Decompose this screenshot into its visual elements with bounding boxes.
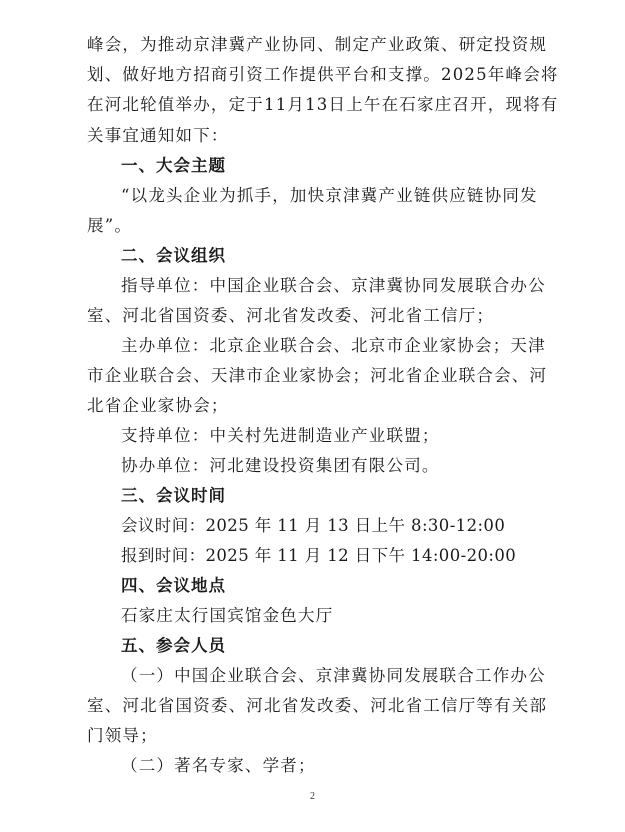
organization-line-1: 指导单位：中国企业联合会、京津冀协同发展联合办公 bbox=[121, 276, 546, 295]
organization-line-7: 协办单位：河北建设投资集团有限公司。 bbox=[121, 456, 440, 475]
page-number: 2 bbox=[310, 791, 315, 802]
intro-line-3: 在河北轮值举办，定于11月13日上午在石家庄召开，现将有 bbox=[87, 95, 559, 114]
participants-line-2: 室、河北省国资委、河北省发改委、河北省工信厅等有关部 bbox=[87, 696, 548, 715]
organization-line-6: 支持单位：中关村先进制造业产业联盟； bbox=[121, 426, 440, 445]
theme-line-1: “以龙头企业为抓手，加快京津冀产业链供应链协同发 bbox=[121, 186, 538, 205]
section-heading-time: 三、会议时间 bbox=[121, 486, 226, 505]
section-heading-theme: 一、大会主题 bbox=[121, 156, 226, 175]
intro-line-1: 峰会，为推动京津冀产业协同、制定产业政策、研定投资规 bbox=[87, 35, 548, 54]
venue-line: 石家庄太行国宾馆金色大厅 bbox=[121, 606, 334, 625]
organization-line-2: 室、河北省国资委、河北省发改委、河北省工信厅； bbox=[87, 306, 495, 325]
organization-line-4: 市企业联合会、天津市企业家协会；河北省企业联合会、河 bbox=[87, 366, 548, 385]
intro-line-2: 划、做好地方招商引资工作提供平台和支撑。2025年峰会将 bbox=[87, 65, 559, 84]
participants-line-3: 门领导； bbox=[87, 726, 158, 745]
meeting-time-line: 会议时间：2025 年 11 月 13 日上午 8:30-12:00 bbox=[121, 516, 506, 535]
section-heading-organization: 二、会议组织 bbox=[121, 246, 226, 265]
intro-line-4: 关事宜通知如下： bbox=[87, 126, 229, 145]
theme-line-2: 展”。 bbox=[87, 216, 133, 235]
section-heading-venue: 四、会议地点 bbox=[121, 576, 226, 595]
section-heading-participants: 五、参会人员 bbox=[121, 636, 226, 655]
participants-line-4: （二）著名专家、学者； bbox=[121, 756, 316, 775]
organization-line-3: 主办单位：北京企业联合会、北京市企业家协会；天津 bbox=[121, 336, 546, 355]
organization-line-5: 北省企业家协会； bbox=[87, 396, 229, 415]
participants-line-1: （一）中国企业联合会、京津冀协同发展联合工作办公 bbox=[121, 666, 546, 685]
registration-time-line: 报到时间：2025 年 11 月 12 日下午 14:00-20:00 bbox=[121, 546, 517, 565]
